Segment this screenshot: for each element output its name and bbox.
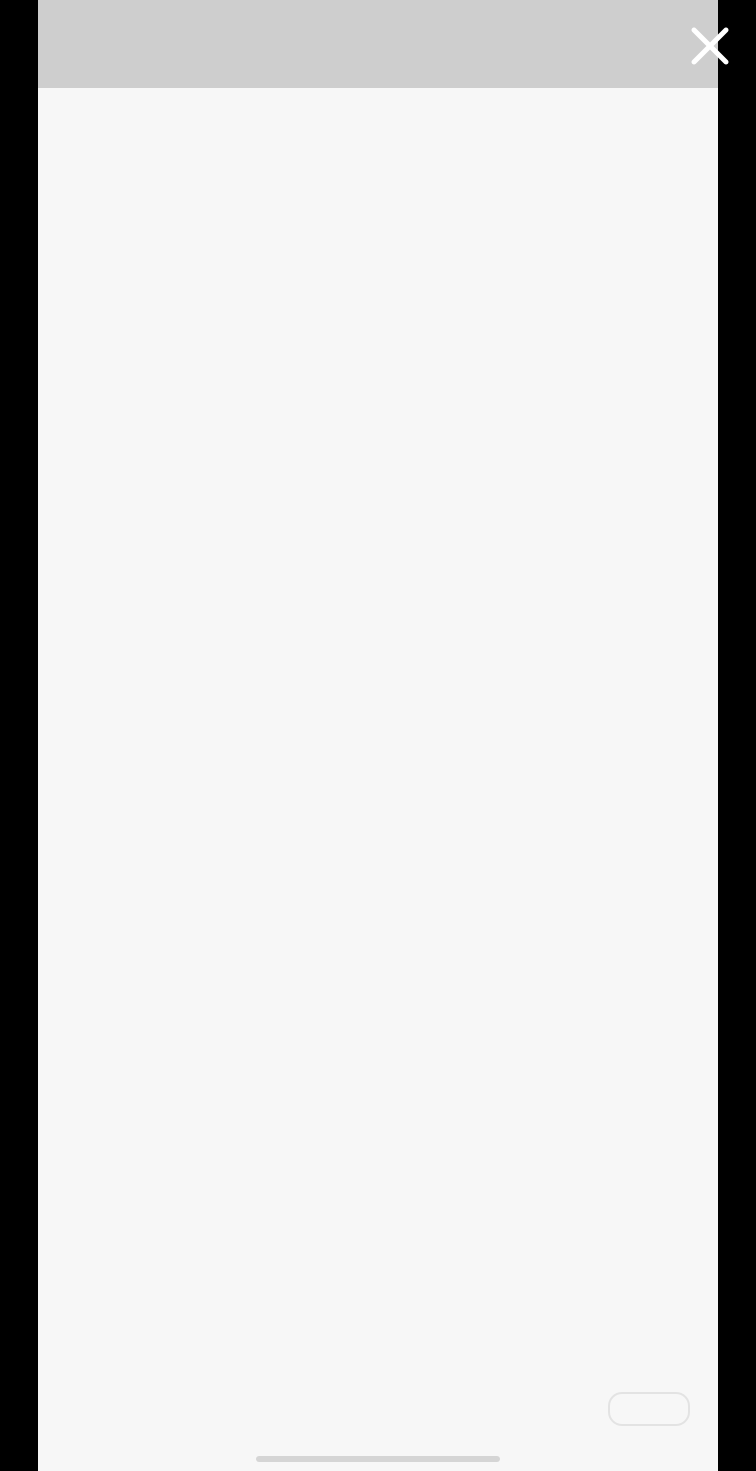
home-indicator[interactable] bbox=[256, 1456, 500, 1462]
close-button[interactable] bbox=[686, 22, 734, 70]
watermark-logo bbox=[608, 1392, 690, 1426]
viewer-top-bar bbox=[38, 0, 718, 88]
document-page bbox=[38, 0, 718, 1471]
close-icon bbox=[686, 22, 734, 70]
